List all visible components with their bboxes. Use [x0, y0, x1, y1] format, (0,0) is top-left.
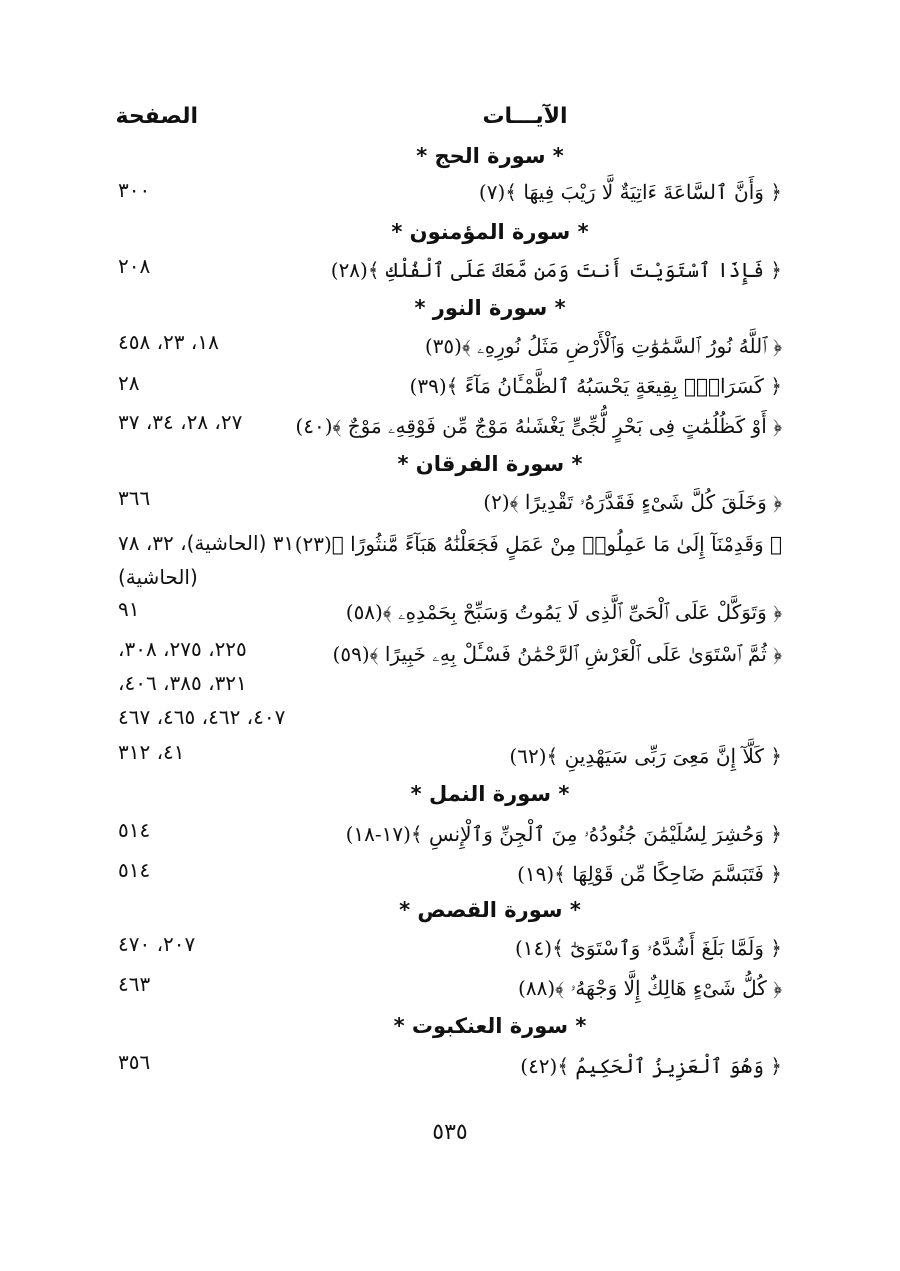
- verse-text: ﴿ وَحُشِرَ لِسُلَيْمَٰنَ جُنُودُهُۥ مِنَ ٱلْجِنِّ وَٱلْإِنسِ ﴾(١٧-١٨): [345, 822, 782, 846]
- verse-text: ﴿ أَوْ كَظُلُمَٰتٍ فِى بَحْرٍ لُّجِّىٍّ يَغْشَىٰهُ مَوْجٌ مِّن فَوْقِهِۦ مَوْجٌ ﴾(٤٠): [295, 414, 782, 438]
- column-header-page: الصفحة: [115, 104, 198, 129]
- page-reference: ٢٨: [118, 371, 140, 395]
- verse-text: ﴿ فَتَبَسَّمَ ضَاحِكًا مِّن قَوْلِهَا ﴾(١٩): [517, 862, 782, 886]
- verse-text: ﴿ ٱللَّهُ نُورُ ٱلسَّمَٰوَٰتِ وَٱلْأَرْضِ مَثَلُ نُورِهِۦ ﴾(٣٥): [424, 334, 782, 358]
- page-reference: ٥١٤: [118, 818, 151, 842]
- verse-text: ﴿ وَخَلَقَ كُلَّ شَىْءٍ فَقَدَّرَهُۥ تَقْدِيرًا ﴾(٢): [483, 490, 782, 514]
- page-reference-line: (الحاشية): [118, 565, 198, 589]
- page-reference-line: ٢٢٥، ٢٧٥، ٣٠٨،: [118, 637, 247, 661]
- verse-text: ﴿ ثُمَّ ٱسْتَوَىٰ عَلَى ٱلْعَرْشِ ٱلرَّحْمَٰنُ فَسْـَٔلْ بِهِۦ خَبِيرًا ﴾(٥٩): [332, 642, 782, 666]
- page-reference: ٤٦٣: [118, 972, 151, 996]
- page-reference: ٢٠٨: [118, 254, 151, 278]
- page-reference: [118, 632, 323, 734]
- page-reference: ٣٥٦: [118, 1050, 151, 1074]
- surah-heading-furqan: * سورة الفرقان *: [397, 452, 583, 476]
- page-reference: ١٨، ٢٣، ٤٥٨: [118, 330, 219, 354]
- page-reference: ٤١، ٣١٢: [118, 740, 185, 764]
- page-reference: ٣٠٠: [118, 178, 151, 202]
- surah-heading-muminun: * سورة المؤمنون *: [391, 220, 589, 244]
- verse-text: ﴿ فَإِذَا ٱسْتَوَيْتَ أَنتَ وَمَن مَّعَكَ عَلَى ٱلْفُلْكِ ﴾(٢٨): [330, 258, 782, 282]
- column-header-verses: الآيـــات: [482, 104, 568, 129]
- verse-text: ﴿ كُلُّ شَىْءٍ هَالِكٌ إِلَّا وَجْهَهُۥ ﴾(٨٨): [518, 976, 782, 1000]
- page-reference: ٣٦٦: [118, 486, 151, 510]
- page-reference-line: ٣١ (الحاشية)، ٣٢، ٧٨: [118, 531, 295, 555]
- verse-text: ﴿ وَقَدِمْنَآ إِلَىٰ مَا عَمِلُوا۟ مِنْ عَمَلٍ فَجَعَلْنَٰهُ هَبَآءً مَّنثُورًا ﴾(٢٣): [294, 532, 782, 556]
- surah-heading-hajj: * سورة الحج *: [416, 144, 564, 168]
- page-reference: ٩١: [118, 597, 140, 621]
- surah-heading-nur: * سورة النور *: [414, 296, 566, 320]
- surah-heading-qasas: * سورة القصص *: [399, 898, 581, 922]
- verse-text: ﴿ وَأَنَّ ٱلسَّاعَةَ ءَاتِيَةٌ لَّا رَيْبَ فِيهَا ﴾(٧): [478, 180, 782, 204]
- page-number: ٥٣٥: [432, 1120, 468, 1145]
- surah-heading-naml: * سورة النمل *: [410, 782, 570, 806]
- verse-text: ﴿ وَتَوَكَّلْ عَلَى ٱلْحَىِّ ٱلَّذِى لَا يَمُوتُ وَسَبِّحْ بِحَمْدِهِۦ ﴾(٥٨): [345, 600, 782, 624]
- page-reference: ٢٠٧، ٤٧٠: [118, 932, 196, 956]
- page-reference: ٥١٤: [118, 858, 151, 882]
- page-reference-line: ٣٢١، ٣٨٥، ٤٠٦،: [118, 671, 247, 695]
- page-reference-line: ٤٠٧، ٤٦٢، ٤٦٥، ٤٦٧: [118, 705, 286, 729]
- verse-text: ﴿ كَسَرَابٍۭ بِقِيعَةٍ يَحْسَبُهُ ٱلظَّمْـَٔانُ مَآءً ﴾(٣٩): [409, 374, 782, 398]
- page-reference: [118, 526, 328, 594]
- verse-text: ﴿ وَلَمَّا بَلَغَ أَشُدَّهُۥ وَٱسْتَوَىٰٓ ﴾(١٤): [514, 936, 782, 960]
- surah-heading-ankabut: * سورة العنكبوت *: [393, 1014, 587, 1038]
- verse-text: ﴿ كَلَّآ إِنَّ مَعِىَ رَبِّى سَيَهْدِينِ ﴾(٦٢): [509, 744, 782, 768]
- page-reference: ٢٧، ٢٨، ٣٤، ٣٧: [118, 410, 243, 434]
- verse-text: ﴿ وَهُوَ ٱلْعَزِيزُ ٱلْحَكِيمُ ﴾(٤٢): [520, 1054, 782, 1078]
